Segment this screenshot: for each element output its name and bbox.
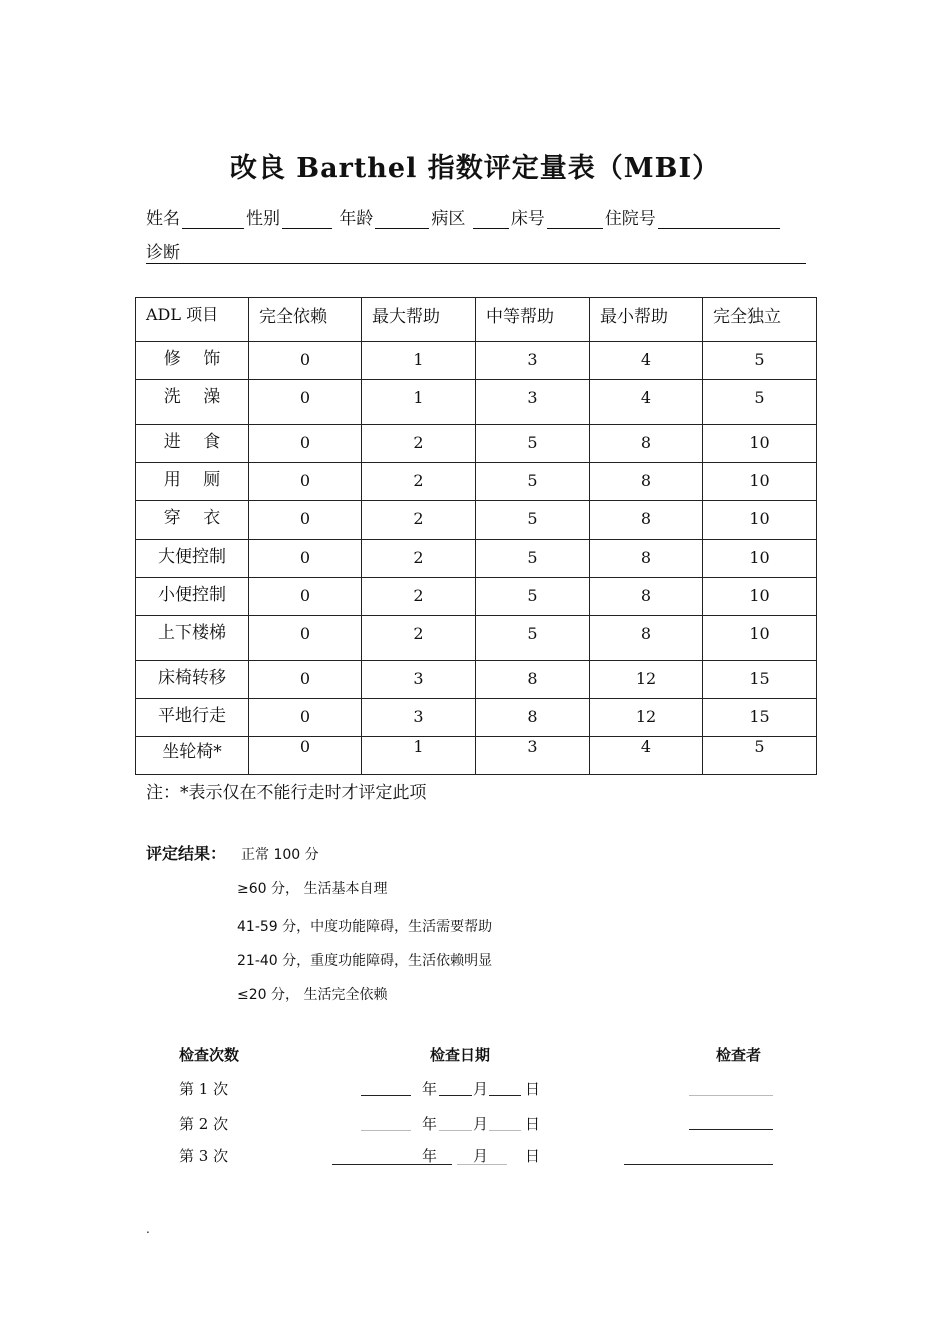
page-title: 改良 Barthel 指数评定量表（MBI）: [229, 153, 721, 184]
score-cell: 10: [703, 425, 817, 463]
day-label: 日: [525, 1080, 541, 1098]
check-row-label: 第 3 次: [179, 1147, 229, 1165]
header-cell: ADL 项目: [136, 298, 249, 342]
score-cell: 5: [476, 540, 590, 578]
score-cell: 0: [249, 578, 362, 616]
score-cell: 3: [476, 342, 590, 380]
footer-mark: .: [146, 1222, 150, 1236]
header-cell: 完全独立: [703, 298, 817, 342]
score-cell: 8: [476, 661, 590, 699]
examiner-field[interactable]: [624, 1164, 773, 1165]
score-cell: 4: [590, 380, 703, 425]
score-cell: 0: [249, 463, 362, 501]
result-line: 21-40 分，重度功能障碍，生活依赖明显: [237, 953, 493, 969]
score-cell: 2: [362, 501, 476, 540]
score-cell: 0: [249, 737, 362, 775]
header-cell: 中等帮助: [476, 298, 590, 342]
result-line: ≥60 分， 生活基本自理: [237, 881, 388, 897]
table-row: [136, 540, 817, 578]
score-cell: 8: [590, 540, 703, 578]
item-cell: 用 厕: [136, 463, 249, 501]
results-label: 评定结果：: [146, 844, 227, 863]
score-cell: 5: [703, 380, 817, 425]
score-cell: 3: [476, 737, 590, 775]
age-field[interactable]: [375, 210, 429, 229]
diagnosis-field[interactable]: [146, 263, 806, 264]
item-cell: 大便控制: [136, 540, 249, 578]
day-field[interactable]: [489, 1095, 521, 1096]
item-cell: 上下楼梯: [136, 616, 249, 661]
table-row: [136, 425, 817, 463]
score-cell: 3: [362, 699, 476, 737]
table-row: [136, 463, 817, 501]
month-label: 月: [473, 1147, 489, 1165]
sex-field[interactable]: [282, 210, 332, 229]
month-label: 月: [473, 1080, 489, 1098]
score-cell: 5: [476, 425, 590, 463]
examiner-header: 检查者: [716, 1046, 762, 1064]
year-label: 年: [422, 1080, 438, 1098]
table-row: [136, 616, 817, 661]
sex-label: 性别: [246, 209, 280, 229]
score-cell: 0: [249, 616, 362, 661]
table-row: [136, 578, 817, 616]
day-field[interactable]: [489, 1130, 521, 1131]
score-cell: 8: [590, 578, 703, 616]
score-cell: 8: [590, 501, 703, 540]
ward-label: 病区: [431, 209, 466, 229]
admission-label: 住院号: [604, 209, 656, 229]
year-label: 年: [422, 1115, 438, 1133]
day-label: 日: [525, 1115, 541, 1133]
examiner-field[interactable]: [689, 1129, 773, 1130]
table-note: 注：*表示仅在不能行走时才评定此项: [146, 783, 427, 803]
score-cell: 0: [249, 425, 362, 463]
header-cell: 最小帮助: [590, 298, 703, 342]
diagnosis-label: 诊断: [146, 243, 180, 263]
year-field[interactable]: [361, 1130, 411, 1131]
result-line: ≤20 分， 生活完全依赖: [237, 987, 388, 1003]
admission-field[interactable]: [658, 210, 780, 229]
score-cell: 15: [703, 699, 817, 737]
score-cell: 12: [590, 699, 703, 737]
item-cell: 平地行走: [136, 699, 249, 737]
score-cell: 5: [476, 578, 590, 616]
bed-label: 床号: [510, 209, 545, 229]
score-cell: 10: [703, 463, 817, 501]
score-cell: 10: [703, 578, 817, 616]
score-cell: 0: [249, 342, 362, 380]
item-cell: 坐轮椅*: [136, 737, 249, 775]
score-cell: 15: [703, 661, 817, 699]
score-cell: 10: [703, 616, 817, 661]
month-field[interactable]: [439, 1095, 472, 1096]
score-cell: 4: [590, 737, 703, 775]
bed-field[interactable]: [547, 210, 603, 229]
header-cell: 最大帮助: [362, 298, 476, 342]
score-cell: 5: [703, 342, 817, 380]
score-cell: 8: [590, 463, 703, 501]
item-cell: 进 食: [136, 425, 249, 463]
score-cell: 3: [476, 380, 590, 425]
table-row: [136, 380, 817, 425]
patient-info-row: [146, 204, 782, 229]
table-row: [136, 661, 817, 699]
score-cell: 8: [590, 616, 703, 661]
year-label: 年: [422, 1147, 438, 1165]
examiner-field[interactable]: [689, 1095, 773, 1096]
score-cell: 1: [362, 737, 476, 775]
score-cell: 2: [362, 540, 476, 578]
check-count-header: 检查次数: [179, 1046, 240, 1064]
score-cell: 0: [249, 699, 362, 737]
age-label: 年龄: [339, 209, 374, 229]
score-cell: 2: [362, 578, 476, 616]
header-cell: 完全依赖: [249, 298, 362, 342]
check-row-label: 第 2 次: [179, 1115, 229, 1133]
score-cell: 8: [590, 425, 703, 463]
name-field[interactable]: [182, 210, 244, 229]
item-cell: 穿 衣: [136, 501, 249, 540]
score-cell: 10: [703, 501, 817, 540]
check-date-header: 检查日期: [430, 1046, 491, 1064]
score-cell: 8: [476, 699, 590, 737]
adl-table: [135, 297, 817, 775]
month-field[interactable]: [439, 1130, 472, 1131]
score-cell: 4: [590, 342, 703, 380]
score-cell: 5: [476, 463, 590, 501]
table-row: [136, 342, 817, 380]
item-cell: 修 饰: [136, 342, 249, 380]
table-header-row: [136, 298, 817, 342]
score-cell: 1: [362, 342, 476, 380]
table-row: [136, 737, 817, 775]
item-cell: 床椅转移: [136, 661, 249, 699]
score-cell: 10: [703, 540, 817, 578]
table-row: [136, 699, 817, 737]
month-label: 月: [473, 1115, 489, 1133]
score-cell: 5: [476, 501, 590, 540]
score-cell: 12: [590, 661, 703, 699]
score-cell: 0: [249, 380, 362, 425]
check-row-label: 第 1 次: [179, 1080, 229, 1098]
item-cell: 小便控制: [136, 578, 249, 616]
day-label: 日: [525, 1147, 541, 1165]
year-field[interactable]: [361, 1095, 411, 1096]
score-cell: 5: [703, 737, 817, 775]
result-line: 41-59 分，中度功能障碍，生活需要帮助: [237, 919, 493, 935]
ward-field[interactable]: [473, 210, 509, 229]
score-cell: 0: [249, 501, 362, 540]
score-cell: 2: [362, 425, 476, 463]
score-cell: 5: [476, 616, 590, 661]
table-row: [136, 501, 817, 540]
score-cell: 1: [362, 380, 476, 425]
item-cell: 洗 澡: [136, 380, 249, 425]
score-cell: 2: [362, 463, 476, 501]
score-cell: 0: [249, 661, 362, 699]
name-label: 姓名: [146, 209, 180, 229]
score-cell: 2: [362, 616, 476, 661]
result-line: 正常 100 分: [241, 847, 319, 863]
score-cell: 0: [249, 540, 362, 578]
score-cell: 3: [362, 661, 476, 699]
